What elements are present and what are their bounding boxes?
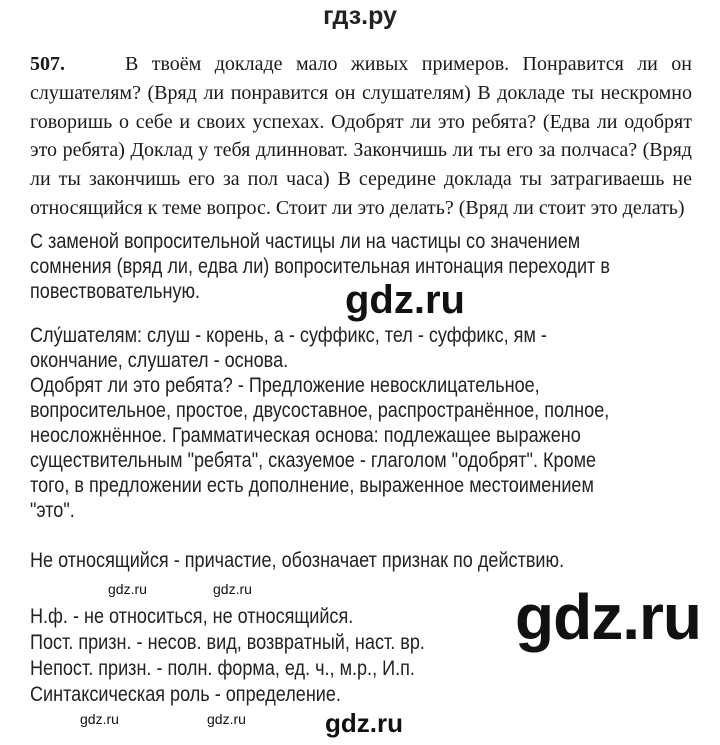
task-line: говоришь о себе и своих успехах. Одобрят ли это ребята? (Едва ли одобрят	[30, 110, 692, 133]
text-line: Синтаксическая роль - определение.	[30, 683, 341, 706]
site-header: гдз.ру	[323, 2, 397, 30]
watermark: gdz.ru	[213, 581, 252, 597]
section-participle: Не относящийся - причастие, обозначает признак по действию.	[30, 549, 565, 572]
watermark: gdz.ru	[207, 711, 246, 727]
text-line: существительным "ребята", сказуемое - глаголом "одобрят". Кроме	[30, 449, 597, 472]
watermark: gdz.ru	[80, 711, 119, 727]
watermark: gdz.ru	[325, 708, 403, 738]
section-analysis	[30, 323, 609, 523]
section-morphology	[30, 604, 425, 708]
watermark: gdz.ru	[345, 278, 465, 322]
text-line: сомнения (вряд ли, едва ли) вопросительная интонация переходит в	[30, 255, 610, 278]
task-line-text: В твоём докладе мало живых примеров. Понравится ли он	[125, 53, 692, 75]
text-line: вопросительное, простое, двусоставное, распространённое, полное,	[30, 399, 610, 422]
text-line: Пост. призн. - несов. вид, возвратный, наст. вр.	[30, 631, 425, 654]
task-line: это ребята) Доклад у тебя длинноват. Закончишь ли ты его за полчаса? (Вряд	[30, 139, 692, 162]
task-text	[30, 50, 692, 223]
text-line: "это".	[30, 499, 75, 522]
task-line: относящийся к теме вопрос. Стоит ли это делать? (Вряд ли стоит это делать)	[30, 196, 685, 219]
task-line: ли ты закончишь его за пол часа) В середине доклада ты затрагиваешь не	[30, 168, 692, 191]
text-line: Непост. призн. - полн. форма, ед. ч., м.р., И.п.	[30, 657, 415, 680]
text-line: повествовательную.	[30, 280, 201, 303]
text-line: Слу́шателям: слуш - корень, а - суффикс, тел - суффикс, ям -	[30, 324, 547, 347]
section-intonation	[30, 229, 610, 304]
task-number: 507.	[30, 53, 65, 75]
text-line: неосложнённое. Грамматическая основа: подлежащее выражено	[30, 424, 581, 447]
watermark: gdz.ru	[108, 581, 147, 597]
text-line: Одобрят ли это ребята? - Предложение невосклицательное,	[30, 374, 540, 397]
text-line: С заменой вопросительной частицы ли на частицы со значением	[30, 230, 581, 253]
text-line: того, в предложении есть дополнение, выраженное местоимением	[30, 474, 594, 497]
text-line: окончание, слушател - основа.	[30, 349, 289, 372]
task-line: слушателям? (Вряд ли понравится он слушателям) В докладе ты нескромно	[30, 81, 692, 104]
watermark: gdz.ru	[515, 581, 701, 653]
task-line	[30, 50, 692, 79]
text-line: Н.ф. - не относиться, не относящийся.	[30, 605, 354, 628]
